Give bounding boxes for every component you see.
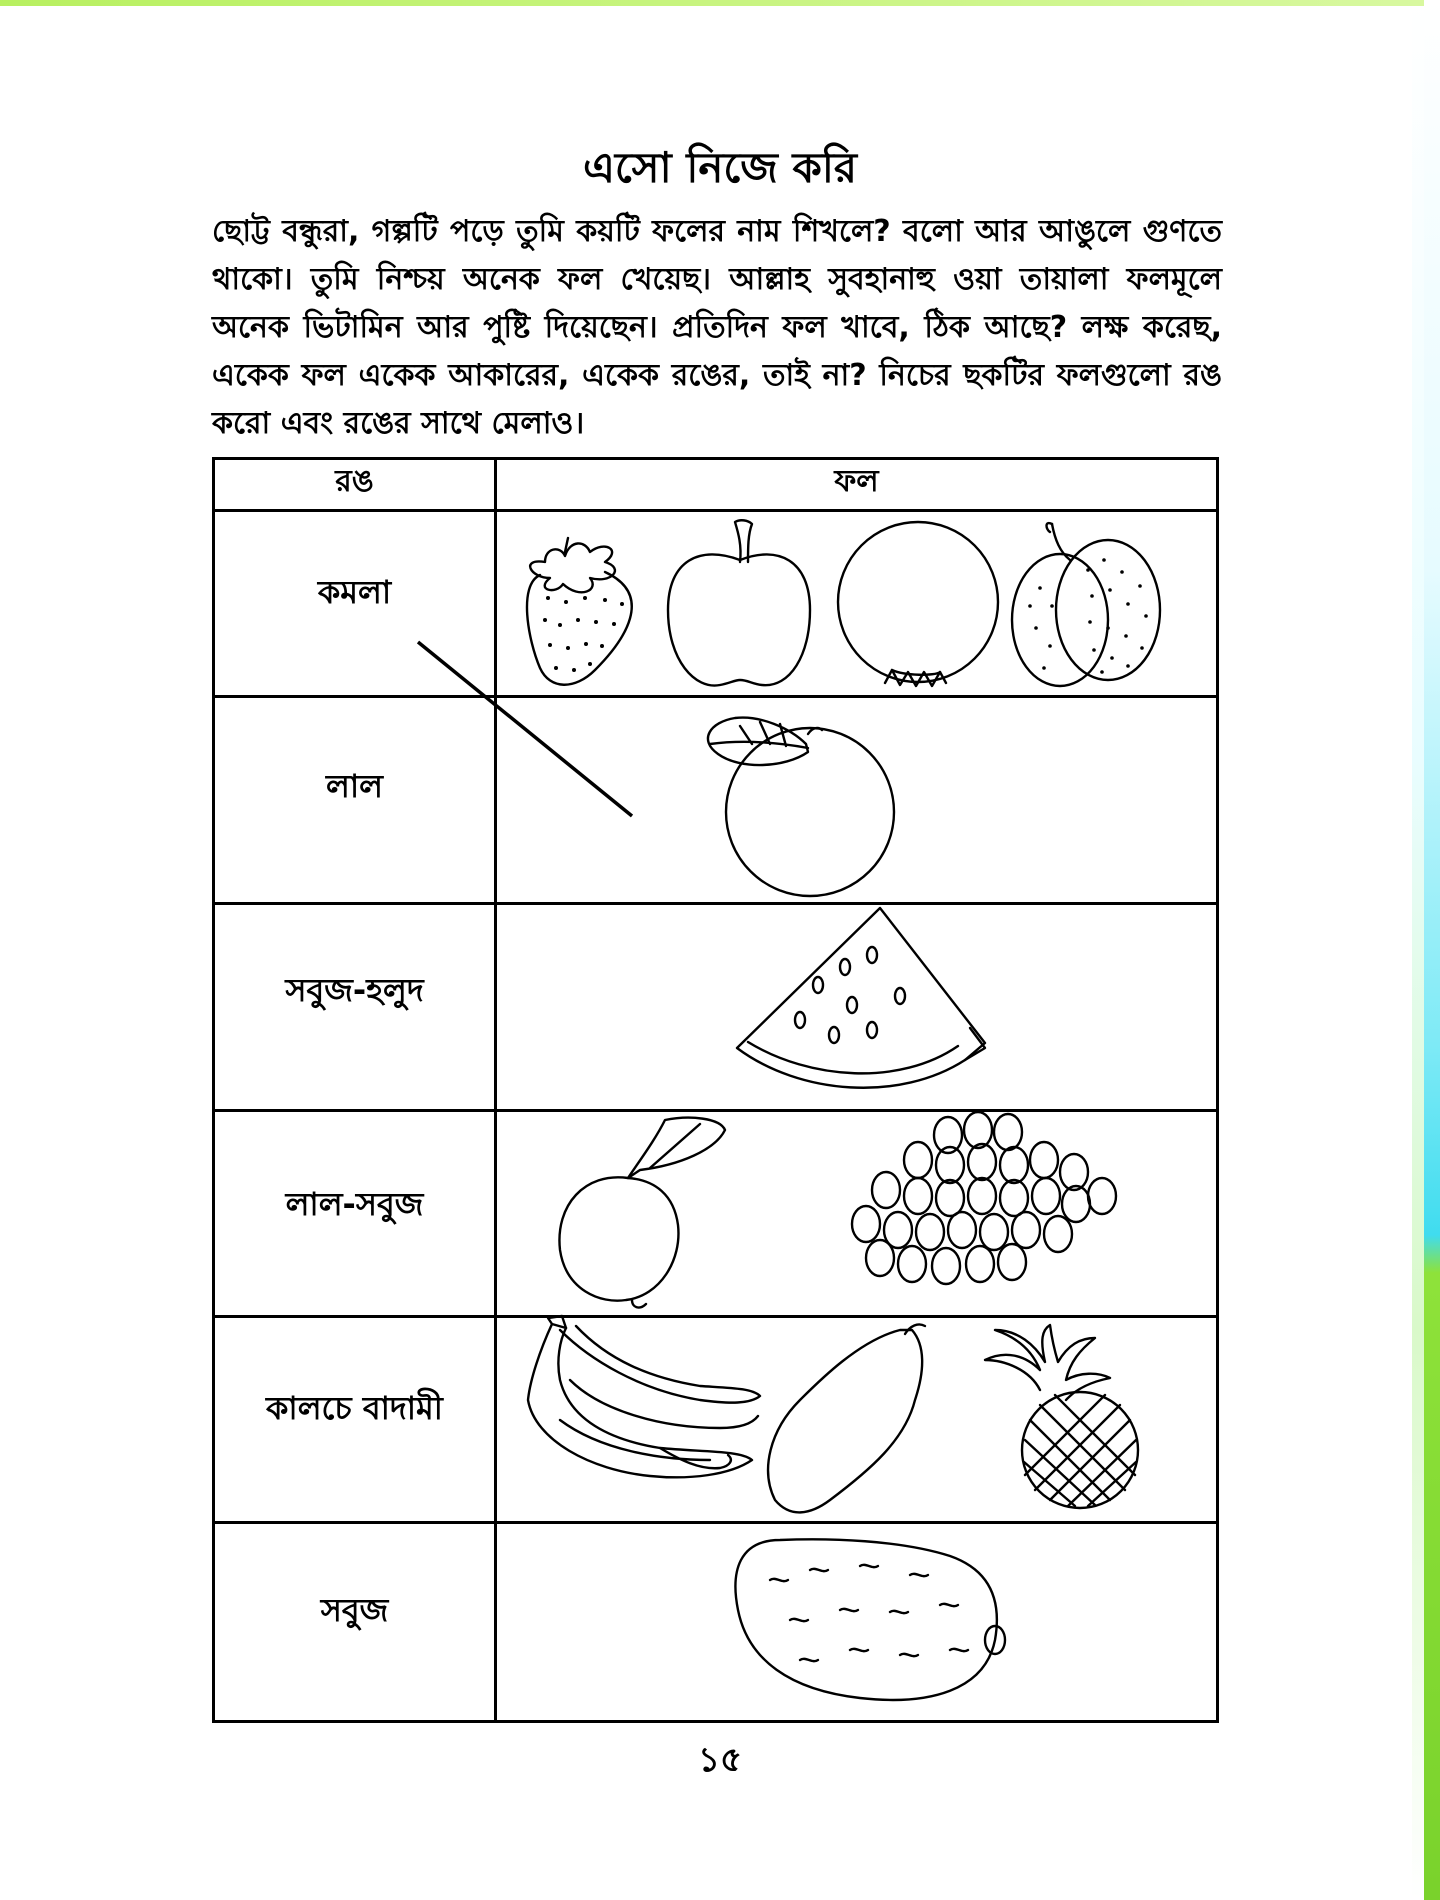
example-match-line: [418, 642, 632, 816]
color-label-dark-brown[interactable]: কালচে বাদামী: [266, 1389, 443, 1427]
header-fruit: ফল: [834, 464, 879, 499]
jackfruit-icon[interactable]: [735, 1539, 1005, 1700]
pomegranate-icon[interactable]: [838, 522, 998, 686]
color-label-red[interactable]: লাল: [326, 767, 383, 805]
header-color: রঙ: [335, 464, 374, 499]
page-title: এসো নিজে করি: [582, 143, 858, 192]
color-label-green-yellow[interactable]: সবুজ-হলুদ: [285, 971, 424, 1009]
page-number: ১৫: [697, 1740, 743, 1780]
banana-icon[interactable]: [528, 1316, 760, 1477]
color-label-green[interactable]: সবুজ: [320, 1591, 389, 1629]
pineapple-icon[interactable]: [985, 1325, 1138, 1508]
lychee-icon[interactable]: [1012, 523, 1160, 686]
strawberry-icon[interactable]: [527, 538, 632, 685]
color-label-red-green[interactable]: লাল-সবুজ: [285, 1185, 424, 1223]
intro-paragraph: ছোট্ট বন্ধুরা, গল্পটি পড়ে তুমি কয়টি ফলের নাম শিখলে? বলো আর আঙুলে গুণতে থাকো। তুমি নিশ্চয় অনেক ফল খেয়েছ। আল্লাহ সুবহানাহু ওয়া তায়ালা ফলমূলে অনেক ভিটামিন আর পুষ্টি দিয়েছেন। প্রতিদিন ফল খাবে, ঠিক আছে? লক্ষ করেছ, একেক ফল একেক আকারের, একেক রঙের, তাই না? নিচের ছকটির ফলগুলো রঙ করো এবং রঙের সাথে মেলাও।: [212, 214, 1222, 441]
guava-icon[interactable]: [559, 1118, 725, 1308]
orange-icon[interactable]: [708, 718, 894, 896]
mango-icon[interactable]: [768, 1324, 925, 1512]
grapes-icon[interactable]: [852, 1112, 1116, 1284]
apple-icon[interactable]: [668, 520, 810, 685]
watermelon-slice-icon[interactable]: [737, 908, 985, 1088]
color-label-orange[interactable]: কমলা: [317, 573, 392, 611]
